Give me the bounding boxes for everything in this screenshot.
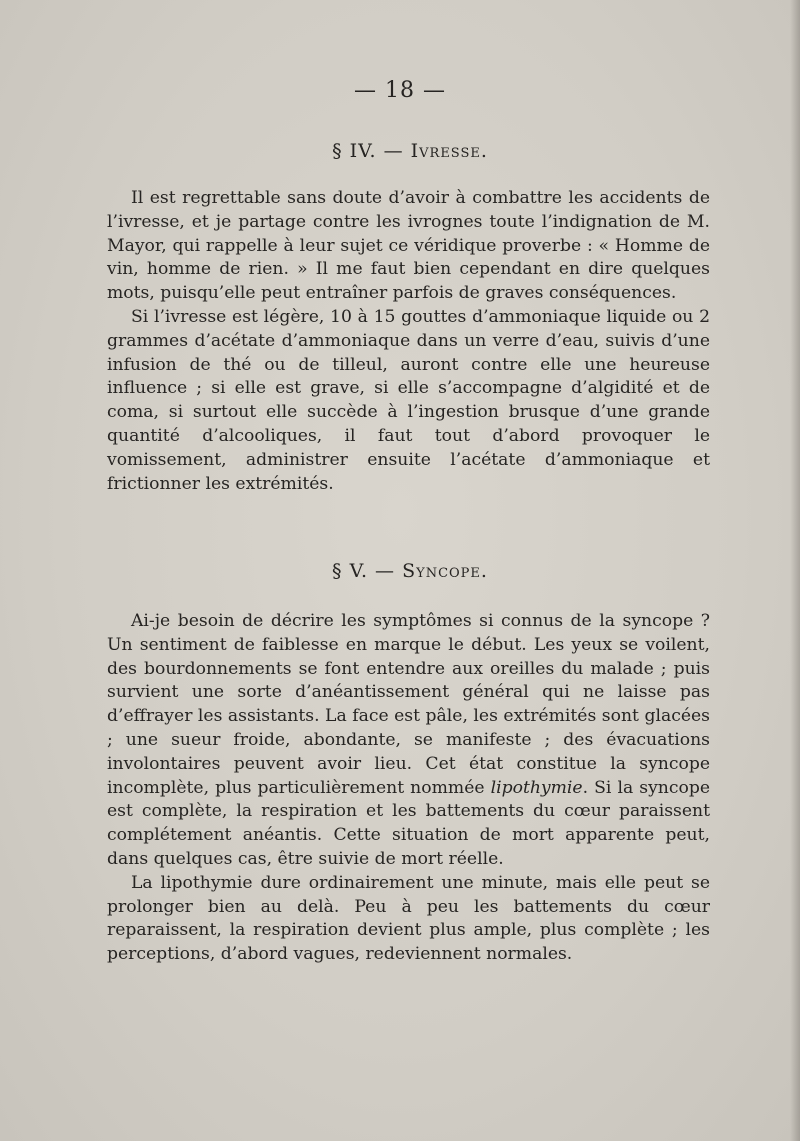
section-heading-title: Syncope. xyxy=(402,560,488,582)
paragraph: Il est regrettable sans doute d’avoir à combattre les accidents de l’ivresse, et je partage contre les ivrognes toute l’indignation de M. Mayor, qui rappelle à leur sujet ce véridique proverbe : « Homme de vin, homme de rien. » Il me faut bien cependant en dire quelques mots, puisqu’elle peut entraîner parfois de graves conséquences. xyxy=(107,188,710,304)
page-number: — 18 — xyxy=(354,78,446,103)
section-body-syncope xyxy=(107,610,710,967)
section-heading-title: Ivresse. xyxy=(410,140,488,162)
paragraph-text: Ai-je besoin de décrire les symptômes si connus de la syncope ? Un sentiment de faiblesse en marque le début. Les yeux se voilent, des bourdonnements se font entendre aux oreilles du malade ; puis survient une sorte d’anéantissement général qui ne laisse pas d’effrayer les assistants. La face est pâle, les extrémités sont glacées ; une sueur froide, abondante, se manifeste ; des évacuations involontaires peuvent avoir lieu. Cet état constitue la syncope incomplète, plus particulièrement nommée xyxy=(107,611,710,798)
paragraph: La lipothymie dure ordinairement une minute, mais elle peut se prolonger bien au delà. Peu à peu les battements du cœur reparaissent, la respiration devient plus ample, plus complète ; les perceptions, d’abord vagues, redeviennent normales. xyxy=(107,872,710,965)
paragraph xyxy=(107,610,710,872)
paragraph: Si l’ivresse est légère, 10 à 15 gouttes d’ammoniaque liquide ou 2 grammes d’acétate d’ammoniaque dans un verre d’eau, suivis d’une infusion de thé ou de tilleul, auront contre elle une heureuse influence ; si elle est grave, si elle s’accompagne d’algidité et de coma, si surtout elle succède à l’ingestion brusque d’une grande quantité d’alcooliques, il faut tout d’abord provoquer le vomissement, administrer ensuite l’acétate d’ammoniaque et frictionner les extrémités. xyxy=(107,306,710,494)
section-heading-syncope xyxy=(0,560,800,582)
section-heading-prefix: § V. — xyxy=(332,560,403,582)
section-heading-prefix: § IV. — xyxy=(332,140,411,162)
section-body-ivresse xyxy=(107,187,710,496)
paragraph-text: . Si la syncope est complète, la respiration et les battements du cœur paraissent complétement anéantis. Cette situation de mort apparente peut, dans quelques cas, être suivie de mort réelle. xyxy=(107,777,710,869)
section-heading-ivresse xyxy=(0,140,800,162)
page-edge-shadow xyxy=(790,0,800,1141)
italic-term: lipothymie xyxy=(490,777,583,798)
